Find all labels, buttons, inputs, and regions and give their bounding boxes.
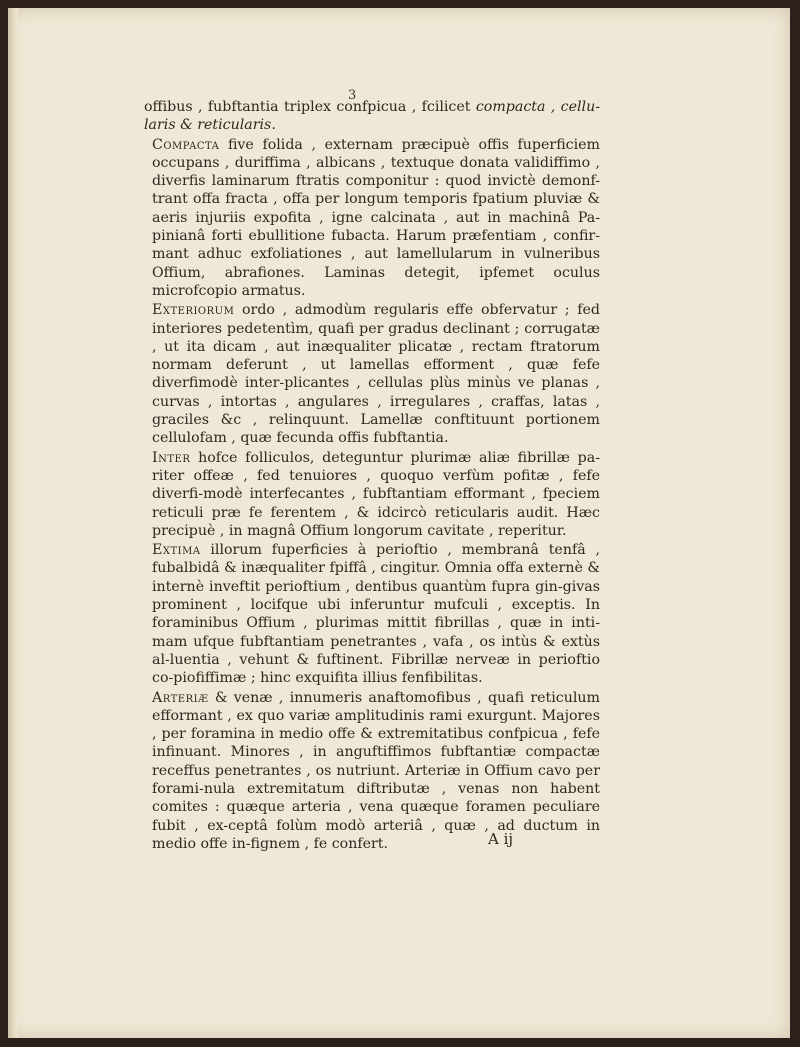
book-page xyxy=(8,8,790,1038)
paragraph-extima xyxy=(144,541,600,687)
paragraph-text: illorum fuperficies à perioftio , membranâ tenfâ , fubalbidâ & inæqualiter fpiffâ , cingitur. Omnia offa externè & internè inveftit perioftium , dentibus quantùm fupra gin-givas prominent , locifque ubi inferuntur mufculi , exceptis. In foraminibus Offium , plurimas mittit fibrillas , quæ in inti-mam ufque fubftantiam penetrantes , vafa , os intùs & extùs al-luentia , vehunt & fuftinent. Fibrillæ nerveæ in perioftio co-piofiffimæ ; hinc exquifita illius fenfibilitas. xyxy=(152,542,600,687)
lead-word: Compacta xyxy=(152,136,220,153)
paragraph-text: five folida , externam præcipuè offis fuperficiem occupans , duriffima , albicans , textuque donata validiffimo , diverfis laminarum ftratis componitur : quod invictè demonf-trant offa fracta , offa per longum temporis fpatium pluviæ & aeris injuriis expofita , igne calcinata , aut in machinâ Pa-pinianâ forti ebullitione fubacta. Harum præfentiam , confir-mant adhuc exfoliationes , aut lamellularum in vulneribus Offium, abrafiones. Laminas detegit, ipfemet oculus microfcopio armatus. xyxy=(152,136,600,299)
page-gutter xyxy=(8,8,18,1038)
paragraph-text: offibus , fubftantia triplex confpicua , fcilicet xyxy=(144,99,476,115)
paragraph-exteriorum xyxy=(144,301,600,447)
paragraph-arteriae xyxy=(144,689,600,854)
body-text xyxy=(144,98,600,854)
lead-word: Extima xyxy=(152,542,201,559)
paragraph-text: & venæ , innumeris anaftomofibus , quafi reticulum efformant , ex quo variæ amplitudinis rami exurgunt. Majores , per foramina in medio offe & extremitatibus confpicua , fefe infinuant. Minores , in anguftiffimos fubftantiæ compactæ receffus penetrantes , os nutriunt. Arteriæ in Offium cavo per forami-nula extremitatum diftributæ , venas non habent comites : quæque arteria , vena quæque foramen peculiare fubit , ex-ceptâ folùm modò arteriâ , quæ , ad ductum in medio offe in-fignem , fe confert. xyxy=(152,689,600,852)
paragraph-text: ordo , admodùm regularis effe obfervatur ; fed interiores pedetentìm, quafi per gradus declinant ; corrugatæ , ut ita dicam , aut inæqualiter plicatæ , rectam ftratorum normam deferunt , ut lamellas efforment , quæ fefe diverfimodè inter-plicantes , cellulas plùs minùs ve planas , curvas , intortas , angulares , irregulares , craffas, latas , graciles &c , relinquunt. Lamellæ conftituunt portionem cellulofam , quæ fecunda offis fubftantia. xyxy=(152,302,600,447)
lead-word: Arteriæ xyxy=(152,689,209,706)
page-number: 3 xyxy=(348,88,357,103)
paragraph-text: hofce folliculos, deteguntur plurimæ aliæ fibrillæ pa-riter offeæ , fed tenuiores , quoquo verfùm pofitæ , fefe diverfi-modè interfecantes , fubftantiam efformant , fpeciem reticuli præ fe ferentem , & idcircò reticularis audit. Hæc precipuè , in magnâ Offium longorum cavitate , reperitur. xyxy=(152,449,600,539)
signature-mark: A ij xyxy=(488,830,514,848)
lead-word: Exteriorum xyxy=(152,302,235,319)
paragraph-tail: . xyxy=(271,117,276,134)
paragraph-compacta xyxy=(144,136,600,301)
lead-word: Inter xyxy=(152,449,191,466)
italic-terms: compacta , cellu-laris & reticularis xyxy=(144,99,601,134)
paragraph-intro xyxy=(144,98,600,135)
paragraph-inter xyxy=(144,449,600,540)
